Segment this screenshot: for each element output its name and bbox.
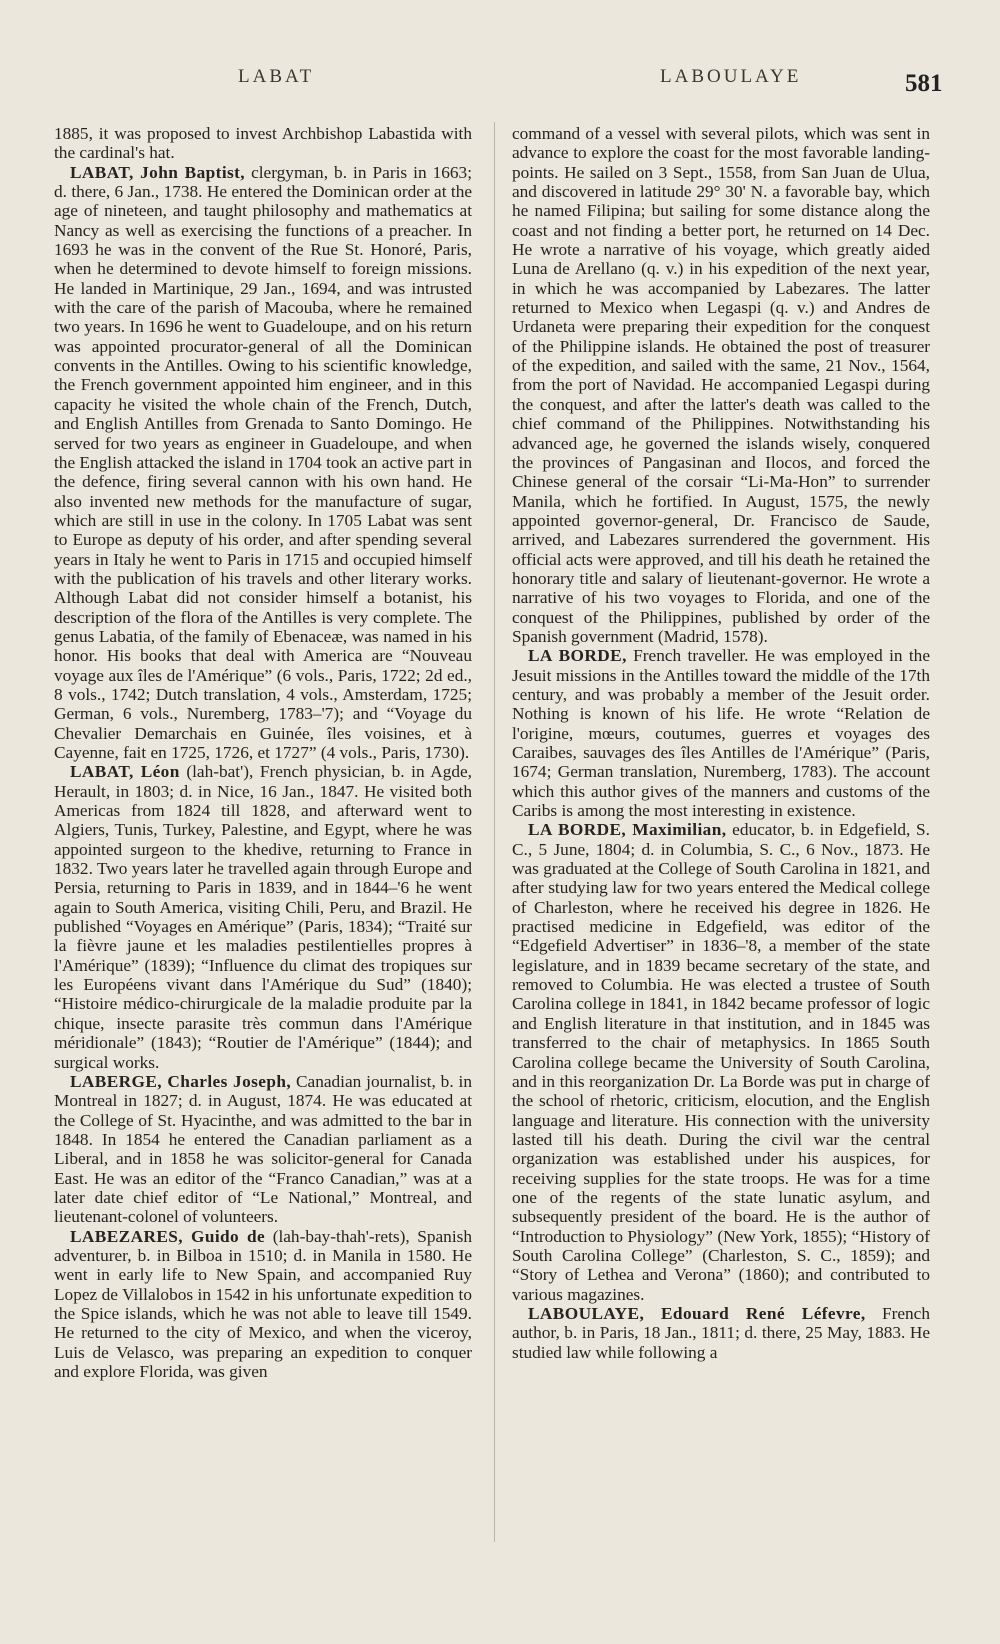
- entry-headword: LA BORDE, Maximilian,: [528, 820, 727, 840]
- entry-headword: LABEZARES, Guido de: [70, 1226, 266, 1246]
- entry-headword: LABAT, John Baptist,: [70, 162, 246, 182]
- page-number: 581: [905, 70, 943, 97]
- entry-text: (lah-bay-thah'-rets), Spanish adventurer, b. in Bilboa in 1510; d. in Manila in 1580. He went in early life to New Spain, and accompanied Ruy Lopez de Villalobos in 1542 in his unfortunate expedition to the Spice islands, which he was not able to leave till 1549. He returned to the city of Mexico, and when the viceroy, Luis de Velasco, was preparing an expedition to conquer and explore Florida, was given: [54, 1226, 472, 1381]
- entry-text: Canadian journalist, b. in Montreal in 1827; d. in August, 1874. He was educated at the College of St. Hyacinthe, and was admitted to the bar in 1848. In 1854 he entered the Canadian parliament as a Liberal, and in 1858 he was solicitor-general for Canada East. He was an editor of the “Franco Canadian,” was at a later date chief editor of “Le National,” Montreal, and lieutenant-colonel of volunteers.: [54, 1071, 472, 1227]
- entry-labat-leon: [54, 762, 472, 1072]
- entry-la-borde: [512, 646, 930, 820]
- entry-text: French traveller. He was employed in the Jesuit missions in the Antilles toward the middle of the 17th century, and was probably a member of the Jesuit order. Nothing is known of his life. He wrote “Relation de l'origine, mœurs, coutumes, guerres et voyages des Caraibes, sauvages des îles Antilles de l'Amérique” (Paris, 1674; German translation, Nuremberg, 1783). The account which this author gives of the manners and customs of the Caribs is among the most interesting in existence.: [512, 646, 930, 821]
- column-divider: [494, 122, 495, 1542]
- continued-text: 1885, it was proposed to invest Archbishop Labastida with the cardinal's hat.: [54, 124, 472, 163]
- entry-text: (lah-bat'), French physician, b. in Agde, Herault, in 1803; d. in Nice, 16 Jan., 1847. He visited both Americas from 1824 till 1828, and afterward went to Algiers, Tunis, Turkey, Palestine, and Egypt, where he was appointed surgeon to the khedive, returning to France in 1832. Two years later he travelled again through Europe and Persia, returning to Paris in 1839, and in 1844–'6 he went again to South America, visiting Chili, Peru, and Brazil. He published “Voyages en Amérique” (Paris, 1834); “Traité sur la fièvre jaune et les maladies pestilentielles propres à l'Amérique” (1839); “Influence du climat des tropiques sur les Européens vivant dans l'Amérique du Sud” (1840); “Histoire médico-chirurgicale de la maladie produite par la chique, insecte parasite très commun dans l'Amérique méridionale” (1843); “Routier de l'Amérique” (1844); and surgical works.: [54, 762, 472, 1072]
- entry-text: educator, b. in Edgefield, S. C., 5 June, 1804; d. in Columbia, S. C., 6 Nov., 1873. He was graduated at the College of South Carolina in 1821, and after studying law for two years entered the Medical college of Charleston, where he received his degree in 1826. He practised medicine in Edgefield, was editor of the “Edgefield Advertiser” in 1836–'8, a member of the state legislature, and in 1839 became secretary of the state, and removed to Columbia. He was elected a trustee of South Carolina college in 1841, in 1842 became professor of logic and English literature in that institution, and in 1845 was transferred to the chair of metaphysics. In 1865 South Carolina college became the University of South Carolina, and in this reorganization Dr. La Borde was put in charge of the school of rhetoric, criticism, elocution, and the English language and literature. His connection with the university lasted till his death. During the civil war the central organization was established under his auspices, for receiving supplies for the state troops. He was for a time one of the regents of the state lunatic asylum, and subsequently president of the board. He is the author of “Introduction to Physiology” (New York, 1855); “History of South Carolina College” (Charleston, S. C., 1859); and “Story of Lethea and Verona” (1860); and contributed to various magazines.: [512, 820, 930, 1304]
- entry-laberge: [54, 1072, 472, 1227]
- entry-headword: LABERGE, Charles Joseph,: [70, 1071, 292, 1091]
- entry-la-borde-maximilian: [512, 820, 930, 1304]
- entry-laboulaye: [512, 1304, 930, 1362]
- entry-headword: LABAT, Léon: [70, 762, 180, 782]
- entry-labat-john-baptist: [54, 163, 472, 763]
- running-head-left: LABAT: [238, 66, 315, 87]
- entry-headword: LA BORDE,: [528, 646, 627, 666]
- left-column: [54, 124, 472, 1381]
- right-column: [512, 124, 930, 1362]
- running-head-right: LABOULAYE: [660, 66, 802, 87]
- entry-text: clergyman, b. in Paris in 1663; d. there, 6 Jan., 1738. He entered the Dominican order at the age of nineteen, and taught philosophy and mathematics at Nancy as well as exercising the functions of a preacher. In 1693 he was in the convent of the Rue St. Honoré, Paris, when he determined to devote himself to foreign missions. He landed in Martinique, 29 Jan., 1694, and was intrusted with the care of the parish of Macouba, where he remained two years. In 1696 he went to Guadeloupe, and on his return was appointed procurator-general of all the Dominican convents in the Antilles. Owing to his scientific knowledge, the French government appointed him engineer, and in this capacity he visited the whole chain of the French, Dutch, and English Antilles from Grenada to Santo Domingo. He served for two years as engineer in Guadeloupe, and when the English attacked the island in 1704 took an active part in the defence, firing several cannon with his own hand. He also invented new methods for the manufacture of sugar, which are still in use in the colony. In 1705 Labat was sent to Europe as deputy of his order, and after spending several years in Italy he went to Paris in 1715 and occupied himself with the publication of his travels and other literary works. Although Labat did not consider himself a botanist, his description of the flora of the Antilles is very complete. The genus Labatia, of the family of Ebenaceæ, was named in his honor. His books that deal with America are “Nouveau voyage aux îles de l'Amérique” (6 vols., Paris, 1722; 2d ed., 8 vols., 1742; Dutch translation, 4 vols., Amsterdam, 1725; German, 6 vols., Nuremberg, 1783–'7); and “Voyage du Chevalier Demarchais en Guinée, îles voisines, et à Cayenne, fait en 1725, 1726, et 1727” (4 vols., Paris, 1730).: [54, 162, 473, 762]
- continued-text: command of a vessel with several pilots, which was sent in advance to explore the coast for the most favorable landing-points. He sailed on 3 Sept., 1558, from San Juan de Ulua, and discovered in latitude 29° 30' N. a favorable bay, which he named Filipina; but sailing for some distance along the coast and not finding a better port, he returned on 14 Dec. He wrote a narrative of his voyage, which greatly aided Luna de Arellano (q. v.) in his expedition of the next year, in which he was accompanied by Labezares. The latter returned to Mexico when Legaspi (q. v.) and Andres de Urdaneta were preparing their expedition for the conquest of the Philippine islands. He obtained the post of treasurer of the expedition, and sailed with the same, 21 Nov., 1564, from the port of Navidad. He accompanied Legaspi during the conquest, and after the latter's death was called to the chief command of the Philippines. Notwithstanding his advanced age, he governed the islands wisely, conquered the provinces of Pangasinan and Ilocos, and forced the Chinese general of the corsair “Li-Ma-Hon” to surrender Manila, which he fortified. In August, 1575, the newly appointed governor-general, Dr. Francisco de Saude, arrived, and Labezares surrendered the government. His official acts were approved, and till his death he retained the honorary title and salary of lieutenant-governor. He wrote a narrative of his two voyages to Florida, and one of the conquest of the Philippines, published by order of the Spanish government (Madrid, 1578).: [512, 124, 930, 646]
- entry-text: French author, b. in Paris, 18 Jan., 1811; d. there, 25 May, 1883. He studied law while following a: [512, 1303, 930, 1362]
- entry-labezares: [54, 1227, 472, 1382]
- entry-headword: LABOULAYE, Edouard René Léfevre,: [528, 1303, 866, 1323]
